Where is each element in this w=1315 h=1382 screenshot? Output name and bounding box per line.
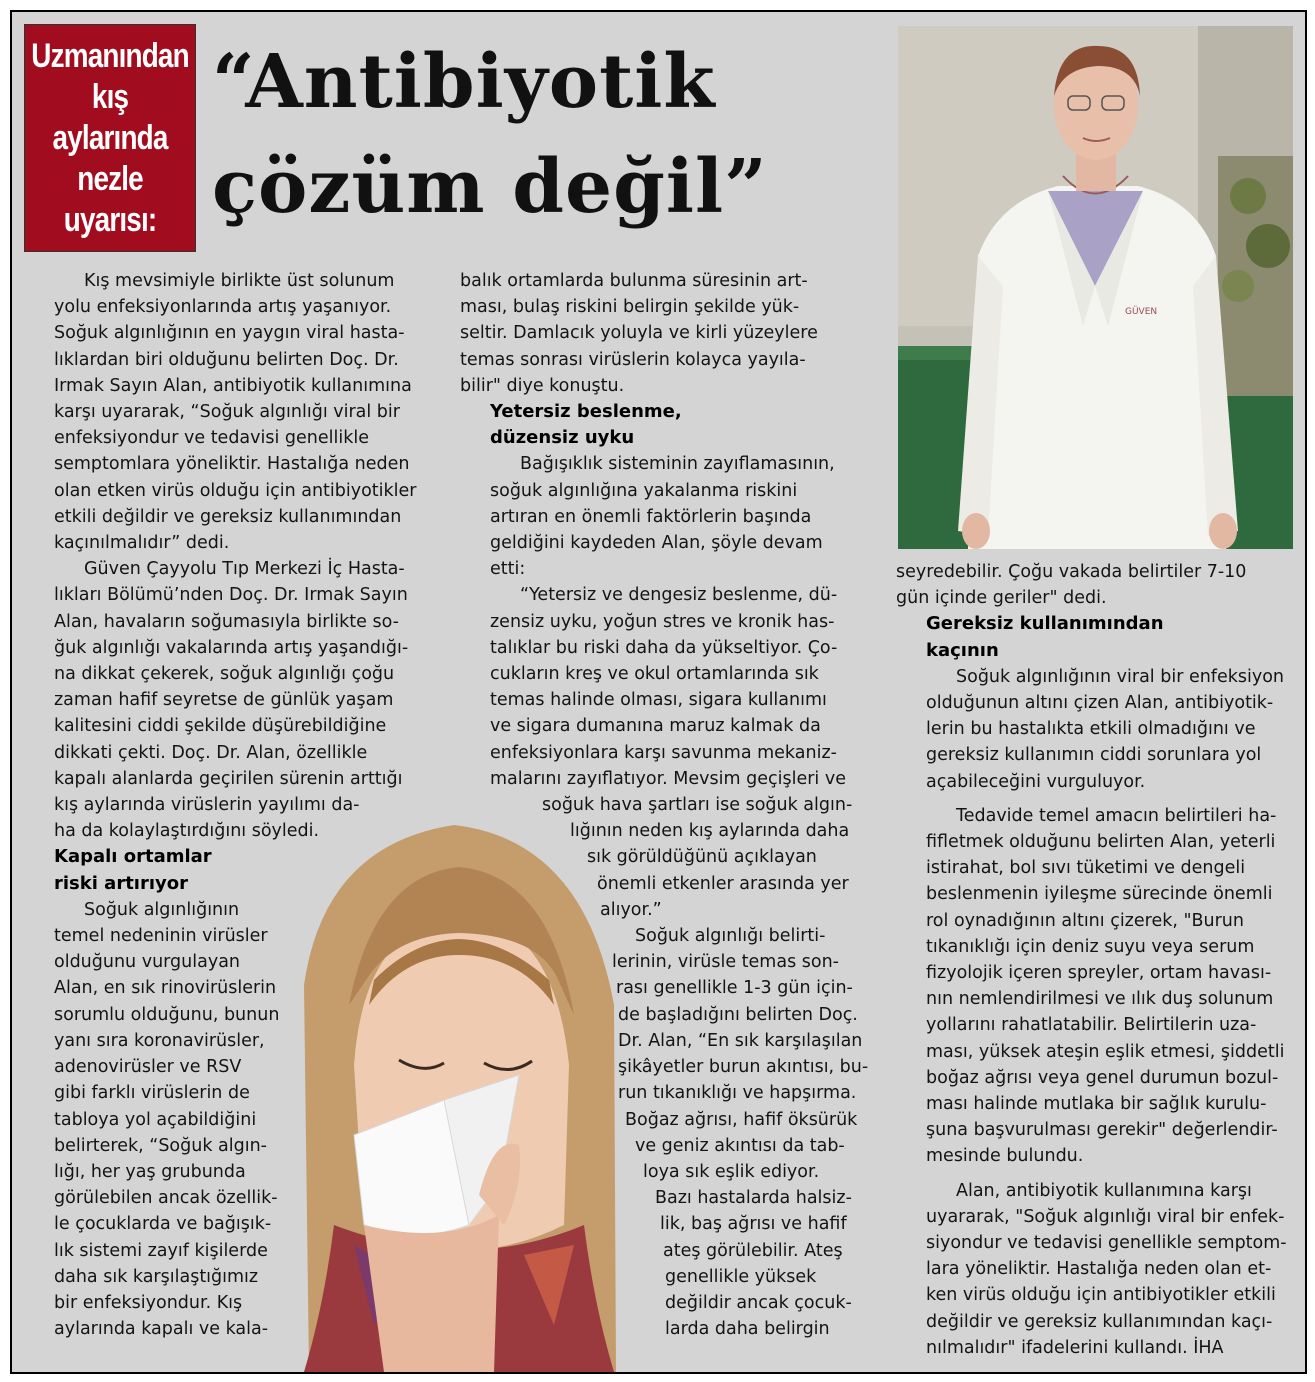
text-line: talıklar bu riski daha da yükseltiyor. Ço-	[490, 637, 838, 658]
text-line: lik, baş ağrısı ve hafif	[660, 1214, 847, 1235]
text-line: şuna başvurulması gerekir" değerlendir-	[926, 1120, 1278, 1141]
text-line: Bazı hastalarda halsiz-	[655, 1188, 852, 1209]
column-1	[24, 268, 424, 1342]
text-line: Alan, en sık rinovirüslerin	[54, 978, 277, 999]
text-line: lık sistemi zayıf kişilerde	[54, 1240, 268, 1261]
newspaper-page	[10, 10, 1307, 1374]
text-line: Alan, antibiyotik kullanımına karşı	[956, 1180, 1252, 1201]
text-line: beslenmenin iyileşme sürecinde önemli	[926, 884, 1273, 905]
text-line: semptomlara yöneliktir. Hastalığa neden	[54, 454, 410, 475]
text-line: etkili değildir ve gereksiz kullanımından	[54, 506, 402, 527]
text-line: gereksiz kullanımın ciddi sorunlara yol	[926, 745, 1262, 766]
text-line: Soğuk algınlığının viral bir enfeksiyon	[956, 666, 1285, 687]
text-line: kalitesini ciddi şekilde düşürebildiğine	[54, 716, 387, 737]
text-line: tabloya yol açabildiğini	[54, 1109, 257, 1130]
text-line: zaman hafif seyretse de günlük yaşam	[54, 690, 394, 711]
text-line: bir enfeksiyondur. Kış	[54, 1292, 243, 1313]
text-line: Soğuk algınlığının en yaygın viral hasta-	[54, 323, 405, 344]
col3-paragraph-4	[896, 1178, 1301, 1361]
subheading-line: riski artırıyor	[54, 872, 188, 894]
text-line: değildir ancak çocuk-	[665, 1292, 852, 1313]
text-line: daha sık karşılaştığımız	[54, 1266, 259, 1287]
text-line: boğaz ağrısı veya genel durumun bozul-	[926, 1067, 1279, 1088]
text-line: açabileceğini vurguluyor.	[926, 771, 1146, 792]
headline-line-1: “Antibiyotik	[212, 39, 716, 125]
col3-paragraph-3	[896, 803, 1301, 1170]
text-line: seltir. Damlacık yoluyla ve kirli yüzeylere	[460, 323, 818, 344]
text-line: temas sonrası virüslerin kolayca yayıla-	[460, 349, 806, 370]
text-line: nın nemlendirilmesi ve ılık duş solunum	[926, 989, 1274, 1010]
text-line: run tıkanıklığı ve hapşırma.	[618, 1083, 857, 1104]
subheading-yetersiz-beslenme	[460, 399, 880, 451]
text-line: fizyolojik içeren spreyler, ortam havası-	[926, 963, 1272, 984]
text-line: şikâyetler burun akıntısı, bu-	[618, 1057, 869, 1078]
text-line: gibi farklı virüslerin de	[54, 1083, 250, 1104]
text-line: aylarında kapalı ve kala-	[54, 1319, 269, 1340]
text-line: Soğuk algınlığının	[84, 899, 240, 920]
text-line: lığının neden kış aylarında daha	[570, 821, 850, 842]
text-line: istirahat, bol sıvı tüketimi ve dengeli	[926, 858, 1246, 879]
text-line: belirterek, “Soğuk algın-	[54, 1135, 267, 1156]
col3-paragraph-1	[896, 559, 1301, 611]
text-line: Dr. Alan, “En sık karşılaşılan	[618, 1030, 863, 1051]
text-line: dikkati çekti. Doç. Dr. Alan, özellikle	[54, 742, 368, 763]
col2-paragraph-1	[460, 268, 880, 399]
text-line: lıkları Bölümü’nden Doç. Dr. Irmak Sayın	[54, 585, 408, 606]
text-line: ğuk algınlığı vakalarında artış yaşandığı-	[54, 637, 409, 658]
text-line: de başladığını belirten Doç.	[618, 1004, 858, 1025]
subheading-gereksiz-kullanim	[896, 611, 1301, 663]
headline-line-2: çözüm değil”	[212, 144, 768, 230]
text-line: gün içinde geriler" dedi.	[896, 588, 1107, 609]
subheading-line: kaçının	[926, 639, 999, 661]
logo-text: GÜVEN	[1125, 307, 1158, 317]
text-line: le çocuklarda ve bağışık-	[54, 1214, 272, 1235]
headline	[212, 30, 892, 240]
text-line: loya sık eşlik ediyor.	[643, 1161, 820, 1182]
text-line: adenovirüsler ve RSV	[54, 1057, 242, 1078]
text-line: kış aylarında virüslerin yayılımı da-	[54, 795, 360, 816]
col1-paragraph-2	[24, 556, 424, 844]
kicker-text: Uzmanından kış aylarında nezle uyarısı:	[31, 36, 189, 239]
text-line: ateş görülebilir. Ateş	[663, 1240, 843, 1261]
text-line: lerinin, virüsle temas son-	[612, 952, 839, 973]
column-3	[896, 559, 1301, 1361]
col3-paragraph-2	[896, 664, 1301, 795]
text-line: ması, bulaş riskini belirgin şekilde yük-	[460, 297, 800, 318]
column-2	[460, 268, 880, 1342]
text-line: enfeksiyonlara karşı savunma mekaniz-	[490, 742, 837, 763]
text-line: enfeksiyondur ve tedavisi genellikle	[54, 428, 369, 449]
text-line: önemli etkenler arasında yer	[597, 873, 849, 894]
text-line: Tedavide temel amacın belirtileri ha-	[956, 805, 1277, 826]
text-line: Güven Çayyolu Tıp Merkezi İç Hasta-	[84, 559, 405, 580]
text-line: ha da kolaylaştırdığını söyledi.	[54, 821, 320, 842]
text-line: ması halinde mutlaka bir sağlık kurulu-	[926, 1094, 1267, 1115]
text-line: yolu enfeksiyonlarında artış yaşanıyor.	[54, 297, 392, 318]
col2-paragraph-2	[460, 451, 880, 582]
text-line: Soğuk algınlığı belirti-	[635, 926, 826, 947]
text-line: sorumlu olduğunu, bunun	[54, 1004, 280, 1025]
text-line: kapalı alanlarda geçirilen sürenin arttığı	[54, 768, 403, 789]
col2-paragraph-3	[460, 582, 880, 923]
text-line: olan etken virüs olduğu için antibiyotikler	[54, 480, 417, 501]
text-line: nılmalıdır" ifadelerini kullandı. İHA	[926, 1337, 1224, 1358]
subheading-kapali-ortamlar	[24, 844, 424, 896]
text-line: seyredebilir. Çoğu vakada belirtiler 7-10	[896, 562, 1247, 582]
text-line: sık görüldüğünü açıklayan	[587, 847, 817, 868]
text-line: etti:	[490, 559, 526, 580]
subheading-line: Kapalı ortamlar	[54, 846, 212, 868]
kicker-box	[24, 24, 196, 252]
col1-paragraph-3	[24, 897, 424, 1342]
text-line: malarını zayıflatıyor. Mevsim geçişleri ve	[490, 768, 846, 789]
text-line: değildir ve gereksiz kullanımından kaçı-	[926, 1311, 1273, 1332]
text-line: Alan, havaların soğumasıyla birlikte so-	[54, 611, 399, 632]
text-line: ken virüs olduğu için antibiyotikler etkili	[926, 1285, 1276, 1306]
text-line: ve sigara dumanına maruz kalmak da	[490, 716, 821, 737]
text-line: bilir" diye konuştu.	[460, 375, 625, 396]
text-line: yanı sıra koronavirüsler,	[54, 1030, 265, 1051]
text-line: olduğunu vurgulayan	[54, 952, 241, 973]
text-line: lerin bu hastalıkta etkili olmadığını ve	[926, 719, 1256, 740]
text-line: Kış mevsimiyle birlikte üst solunum	[84, 271, 395, 291]
text-line: görülebilen ancak özellik-	[54, 1188, 278, 1209]
text-line: lığı, her yaş grubunda	[54, 1161, 246, 1182]
text-line: artıran en önemli faktörlerin başında	[490, 506, 812, 527]
doctor-illustration	[898, 26, 1293, 549]
subheading-line: düzensiz uyku	[490, 427, 635, 449]
subheading-line: Gereksiz kullanımından	[926, 613, 1164, 635]
text-line: na dikkat çekerek, soğuk algınlığı çoğu	[54, 664, 395, 685]
text-line: lıklardan biri olduğunu belirten Doç. Dr.	[54, 349, 399, 370]
text-line: siyondur ve tedavisi genellikle semptom-	[926, 1233, 1287, 1254]
text-line: temas halinde olması, sigara kullanımı	[490, 690, 827, 711]
text-line: temel nedeninin virüsler	[54, 926, 268, 947]
text-line: olduğunun altını çizen Alan, antibiyotik-	[926, 693, 1274, 714]
col1-paragraph-1	[24, 268, 424, 556]
text-line: yollarını rahatlatabilir. Belirtilerin uza-	[926, 1015, 1257, 1036]
text-line: uyararak, "Soğuk algınlığı viral bir enfek-	[926, 1206, 1285, 1227]
text-line: soğuk hava şartları ise soğuk algın-	[542, 795, 853, 816]
subheading-line: Yetersiz beslenme,	[490, 401, 682, 423]
text-line: genellikle yüksek	[665, 1266, 817, 1287]
text-line: fifletmek olduğunu belirten Alan, yeterli	[926, 832, 1276, 853]
text-line: cukların kreş ve okul ortamlarında sık	[490, 664, 819, 685]
text-line: ması, yüksek ateşin eşlik etmesi, şiddetli	[926, 1041, 1285, 1062]
text-line: balık ortamlarda bulunma süresinin art-	[460, 271, 808, 291]
text-line: alıyor.”	[600, 899, 662, 920]
text-line: Boğaz ağrısı, hafif öksürük	[625, 1109, 858, 1130]
text-line: Irmak Sayın Alan, antibiyotik kullanımına	[54, 375, 412, 396]
text-line: karşı uyararak, “Soğuk algınlığı viral bir	[54, 402, 400, 423]
col2-paragraph-4	[460, 923, 880, 1342]
text-line: “Yetersiz ve dengesiz beslenme, dü-	[520, 585, 838, 606]
text-line: rası genellikle 1-3 gün için-	[616, 978, 853, 999]
text-line: mesinde bulundu.	[926, 1146, 1084, 1167]
doctor-photo	[898, 26, 1293, 549]
text-line: tıkanıklığı için deniz suyu veya serum	[926, 936, 1255, 957]
text-line: larda daha belirgin	[665, 1319, 830, 1340]
text-line: zensiz uyku, yoğun stres ve kronik has-	[490, 611, 835, 632]
text-line: Bağışıklık sisteminin zayıflamasının,	[520, 454, 835, 475]
text-line: ve geniz akıntısı da tab-	[635, 1135, 845, 1156]
text-line: geldiğini kaydeden Alan, şöyle devam	[490, 533, 823, 554]
text-line: rol oynadığının altını çizerek, "Burun	[926, 910, 1244, 931]
text-line: soğuk algınlığına yakalanma riskini	[490, 480, 798, 501]
text-line: kaçınılmalıdır” dedi.	[54, 533, 230, 554]
text-line: lara yöneliktir. Hastalığa neden olan et-	[926, 1259, 1272, 1280]
